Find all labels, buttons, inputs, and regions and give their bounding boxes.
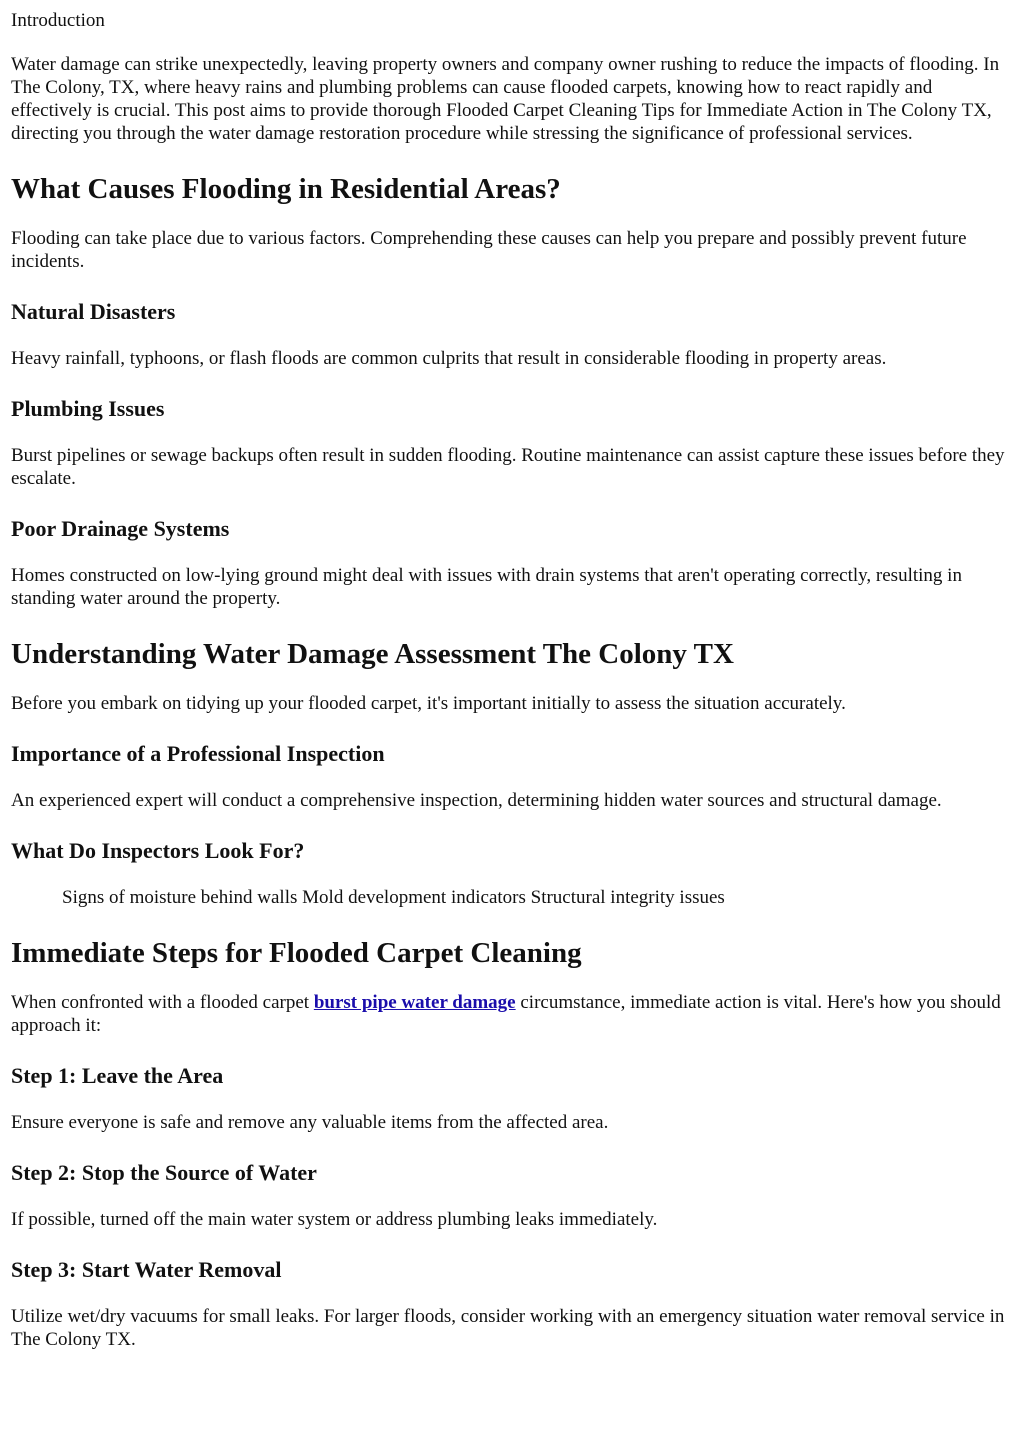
- intro-label: Introduction: [11, 10, 105, 31]
- section-heading-causes: What Causes Flooding in Residential Areas?: [11, 173, 561, 205]
- section-heading-immediate-steps: Immediate Steps for Flooded Carpet Cleaning: [11, 937, 582, 969]
- subheading-inspectors-look-for: What Do Inspectors Look For?: [11, 838, 305, 863]
- subheading-natural-disasters: Natural Disasters: [11, 299, 176, 324]
- subheading-step-1: Step 1: Leave the Area: [11, 1063, 224, 1088]
- list-item: Signs of moisture behind walls: [62, 887, 298, 908]
- list-item: Mold development indicators: [302, 887, 526, 908]
- paragraph-text-before-link: When confronted with a flooded carpet: [11, 992, 314, 1013]
- immediate-steps-paragraph: [11, 991, 1008, 1037]
- paragraph-text-after-link: circumstance, immediate action is vital. Here's how you should approach it:: [11, 992, 1001, 1036]
- article: [0, 9, 1024, 1351]
- section-heading-assessment: Understanding Water Damage Assessment The Colony TX: [11, 638, 734, 670]
- list-item: Structural integrity issues: [530, 887, 725, 908]
- assessment-paragraph: Before you embark on tidying up your flooded carpet, it's important initially to assess the situation accurately.: [11, 693, 846, 714]
- step-1-paragraph: Ensure everyone is safe and remove any valuable items from the affected area.: [11, 1112, 609, 1133]
- intro-paragraph: Water damage can strike unexpectedly, leaving property owners and company owner rushing to reduce the impacts of flooding. In The Colony, TX, where heavy rains and plumbing problems can cause flooded carpets, knowing how to react rapidly and effectively is crucial. This post aims to provide thorough Flooded Carpet Cleaning Tips for Immediate Action in The Colony TX, directing you through the water damage restoration procedure while stressing the significance of professional services.: [11, 54, 1000, 144]
- natural-disasters-paragraph: Heavy rainfall, typhoons, or flash floods are common culprits that result in considerable flooding in property areas.: [11, 348, 887, 369]
- professional-inspection-paragraph: An experienced expert will conduct a comprehensive inspection, determining hidden water sources and structural damage.: [11, 790, 942, 811]
- inspection-list: [11, 886, 1008, 909]
- step-3-paragraph: Utilize wet/dry vacuums for small leaks. For larger floods, consider working with an emergency situation water removal service in The Colony TX.: [11, 1306, 1005, 1350]
- subheading-step-3: Step 3: Start Water Removal: [11, 1257, 282, 1282]
- poor-drainage-paragraph: Homes constructed on low-lying ground might deal with issues with drain systems that aren't operating correctly, resulting in standing water around the property.: [11, 565, 962, 609]
- burst-pipe-water-damage-link[interactable]: burst pipe water damage: [313, 992, 516, 1013]
- subheading-step-2: Step 2: Stop the Source of Water: [11, 1160, 317, 1185]
- subheading-poor-drainage: Poor Drainage Systems: [11, 516, 230, 541]
- causes-paragraph: Flooding can take place due to various factors. Comprehending these causes can help you prepare and possibly prevent future incidents.: [11, 228, 967, 272]
- subheading-plumbing-issues: Plumbing Issues: [11, 396, 165, 421]
- step-2-paragraph: If possible, turned off the main water system or address plumbing leaks immediately.: [11, 1209, 658, 1230]
- subheading-professional-inspection: Importance of a Professional Inspection: [11, 741, 385, 766]
- plumbing-issues-paragraph: Burst pipelines or sewage backups often result in sudden flooding. Routine maintenance can assist capture these issues before they escalate.: [11, 445, 1005, 489]
